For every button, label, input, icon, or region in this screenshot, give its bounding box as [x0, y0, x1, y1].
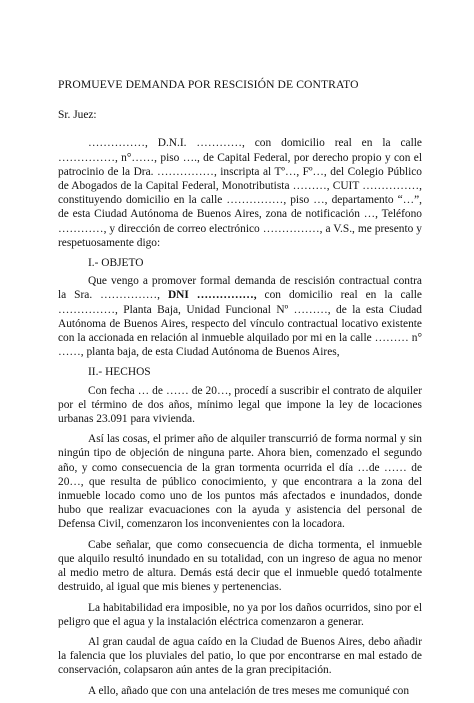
- section-heading-hechos: II.- HECHOS: [88, 366, 151, 379]
- salutation: Sr. Juez:: [58, 109, 97, 122]
- objeto-paragraph: [58, 274, 422, 359]
- hechos-paragraph-3: Cabe señalar, que como consecuencia de dicha tormenta, el inmueble que alquilo resultó inundado en su totalidad, con un ingreso de agua no menor al medio metro de altura. Demás está decir que el inmueble quedó totalmente destruido, al igual que mis bienes y pertenencias.: [58, 538, 422, 594]
- hechos-paragraph-2: Así las cosas, el primer año de alquiler transcurrió de forma normal y sin ningún tipo de objeción de ninguna parte. Ahora bien, comenzado el segundo año, y como consecuencia de la gran tormenta ocurrida el día …de …… de 20…, que resulta de público conocimiento, y que encontrara a la zona del inmueble locado como uno de los puntos más afectados e inundados, donde hubo que realizar evacuaciones con la ayuda y asistencia del personal de Defensa Civil, comenzaron los inconvenientes con la locadora.: [58, 433, 422, 531]
- objeto-text-a: Que vengo a promover formal demanda de rescisión contractual contra la Sra. ……………,: [58, 275, 422, 302]
- document-title: PROMUEVE DEMANDA POR RESCISIÓN DE CONTRATO: [58, 78, 359, 91]
- objeto-dni: DNI ……………,: [167, 289, 257, 302]
- hechos-paragraph-5: Al gran caudal de agua caído en la Ciudad de Buenos Aires, debo añadir la falencia que los pluviales del patio, lo que por encontrarse en mal estado de conservación, colapsaron aún antes de la gran precipitación.: [58, 635, 422, 677]
- section-heading-objeto: I.- OBJETO: [88, 257, 144, 270]
- objeto-text-b: con domicilio real en la calle ……………, Planta Baja, Unidad Funcional Nº ………, de la esta Ciudad Autónoma de Buenos Aires, respecto del vínculo contractual locativo existente con la accionada en relación al inmueble alquilado por mi en la calle ……… n° ……, planta baja, de esta Ciudad Autónoma de Buenos Aires,: [58, 289, 422, 359]
- hechos-paragraph-4: La habitabilidad era imposible, no ya por los daños ocurridos, sino por el peligro que el agua y la instalación eléctrica comenzaron a generar.: [58, 601, 422, 628]
- intro-paragraph: ……………, D.N.I. …………, con domicilio real en la calle ……………, n°……, piso …., de Capital Federal, por derecho propio y con el patrocinio de la Dra. ……………, inscripta al Tº…, Fº…, del Colegio Público de Abogados de la Capital Federal, Monotributista ………, CUIT ……………, constituyendo domicilio en la calle ……………, piso …, departamento “…”, de esta Ciudad Autónoma de Buenos Aires, zona de notificación …, Teléfono …………, y dirección de correo electrónico ……………, a V.S., me presento y respetuosamente digo:: [58, 137, 422, 249]
- hechos-paragraph-6: A ello, añado que con una antelación de tres meses me comuniqué con: [88, 684, 410, 697]
- hechos-paragraph-1: Con fecha … de …… de 20…, procedí a suscribir el contrato de alquiler por el término de dos años, mínimo legal que impone la ley de locaciones urbanas 23.091 para vivienda.: [58, 384, 422, 426]
